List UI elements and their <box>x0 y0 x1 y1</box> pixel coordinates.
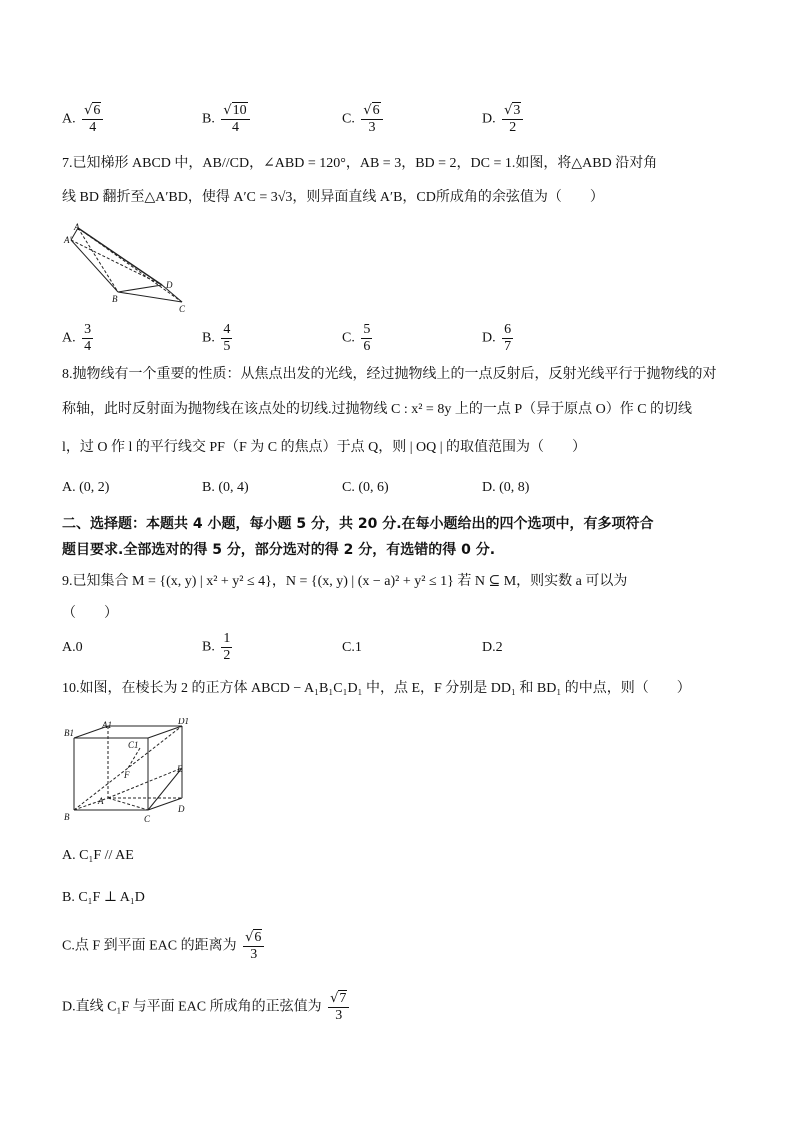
q7-figure <box>60 222 195 314</box>
q9-stem-line1: 9.已知集合 M = {(x, y) | x² + y² ≤ 4}，N = {(x, y) | (x − a)² + y² ≤ 1} 若 N ⊆ M，则实数 a 可以为 <box>62 574 628 589</box>
fraction <box>502 322 513 355</box>
fraction: $\frac{√10}{4}$ <box>221 103 249 136</box>
radicand: 10 <box>232 103 247 118</box>
fraction: $\frac{√6}{4}$ <box>82 103 103 136</box>
q10-option-d[interactable] <box>62 991 349 1024</box>
fraction <box>361 322 372 355</box>
denominator: 2 <box>509 120 517 135</box>
q8-stem-line3: l，过 O 作 l 的平行线交 PF（F 为 C 的焦点）于点 Q，则 | OQ | 的取值范围为（ ） <box>62 440 587 455</box>
section2-heading-line2: 题目要求.全部选对的得 5 分，部分选对的得 2 分，有选错的得 0 分. <box>62 542 496 558</box>
q10-label-b1: B1 <box>64 728 74 738</box>
q7-stem-line1: 7.已知梯形 ABCD 中，AB//CD，∠ABD = 120°，AB = 3，BD = 2，DC = 1.如图，将△ABD 沿对角 <box>62 156 658 171</box>
q10-label-c: C <box>144 814 151 824</box>
option-label: D. <box>482 111 496 127</box>
denominator: 4 <box>84 339 92 354</box>
q7-label-a: A <box>74 222 80 232</box>
numerator: 1 <box>223 631 231 646</box>
q10-cube-figure <box>60 718 195 826</box>
q10-label-d: D <box>178 804 185 814</box>
fraction: $\frac{√7}{3}$ <box>328 991 349 1024</box>
q9-option-d[interactable]: D.2 <box>482 640 503 655</box>
denominator: 6 <box>363 339 371 354</box>
q7-option-d[interactable] <box>482 322 513 355</box>
q8-option-c[interactable]: C. (0, 6) <box>342 480 389 495</box>
radicand: 6 <box>372 103 380 118</box>
option-text: C.点 F 到平面 EAC 的距离为 <box>62 938 237 954</box>
denominator: 2 <box>223 648 231 663</box>
numerator: 6 <box>504 322 512 337</box>
q7-option-a[interactable] <box>62 322 93 355</box>
option-label: A. <box>62 330 76 346</box>
fraction: $\frac{√6}{3}$ <box>243 930 264 963</box>
radicand: 3 <box>513 103 521 118</box>
q10-option-b[interactable]: B. C₁F ⊥ A₁D <box>62 890 145 905</box>
q7-label-c: C <box>179 304 186 314</box>
q10-label-b: B <box>64 812 70 822</box>
q8-stem-line1: 8.抛物线有一个重要的性质：从焦点出发的光线，经过抛物线上的一点反射后，反射光线平行于抛物线的对 <box>62 367 717 382</box>
section2-heading-line1: 二、选择题：本题共 4 小题，每小题 5 分，共 20 分.在每小题给出的四个选项中，有多项符合 <box>62 516 654 532</box>
q8-stem-line2: 称轴，此时反射面为抛物线在该点处的切线.过抛物线 C : x² = 8y 上的一点 P（异于原点 O）作 C 的切线 <box>62 402 693 417</box>
numerator: 3 <box>84 322 92 337</box>
option-label: D. <box>482 330 496 346</box>
option-text: D.直线 C₁F 与平面 EAC 所成角的正弦值为 <box>62 999 322 1015</box>
q6-option-d[interactable] <box>482 103 523 136</box>
fraction <box>221 631 232 664</box>
fraction <box>82 322 93 355</box>
option-label: B. <box>202 111 215 127</box>
q8-option-a[interactable]: A. (0, 2) <box>62 480 110 495</box>
radicand: 6 <box>93 103 101 118</box>
option-label: A. <box>62 111 76 127</box>
q10-option-a[interactable]: A. C₁F // AE <box>62 848 134 863</box>
denominator: 4 <box>89 120 97 135</box>
denominator: 5 <box>223 339 231 354</box>
q8-option-b[interactable]: B. (0, 4) <box>202 480 249 495</box>
q10-label-d1: D1 <box>178 718 189 726</box>
radicand: 6 <box>254 930 262 945</box>
q9-option-c[interactable]: C.1 <box>342 640 362 655</box>
q6-option-b[interactable] <box>202 103 250 136</box>
option-label: C. <box>342 330 355 346</box>
q10-label-a: A <box>98 796 104 806</box>
q7-label-d: D <box>166 280 173 290</box>
q8-option-d[interactable]: D. (0, 8) <box>482 480 530 495</box>
q7-stem-line2: 线 BD 翻折至△A′BD，使得 A′C = 3√3，则异面直线 A′B，CD所成角的余弦值为（ ） <box>62 190 604 205</box>
denominator: 3 <box>335 1008 343 1023</box>
option-label: B. <box>202 330 215 346</box>
q10-label-e: E <box>177 764 183 774</box>
denominator: 7 <box>504 339 512 354</box>
numerator: 4 <box>223 322 231 337</box>
option-label: B. <box>202 639 215 655</box>
q7-option-c[interactable] <box>342 322 372 355</box>
q7-label-a-prime: A' <box>64 235 72 245</box>
fraction: $\frac{√3}{2}$ <box>502 103 523 136</box>
q9-stem-line2: （ ） <box>62 606 118 621</box>
q6-option-c[interactable] <box>342 103 383 136</box>
option-label: C. <box>342 111 355 127</box>
q9-option-b[interactable] <box>202 631 232 664</box>
radicand: 7 <box>339 991 347 1006</box>
q6-option-a[interactable] <box>62 103 103 136</box>
fraction: $\frac{√6}{3}$ <box>361 103 382 136</box>
numerator: 5 <box>363 322 371 337</box>
q10-label-a1: A1 <box>102 720 112 730</box>
denominator: 3 <box>250 947 258 962</box>
denominator: 3 <box>368 120 376 135</box>
q9-option-a[interactable]: A.0 <box>62 640 83 655</box>
q10-option-c[interactable] <box>62 930 264 963</box>
q10-stem: 10.如图，在棱长为 2 的正方体 ABCD − A₁B₁C₁D₁ 中，点 E，F 分别是 DD₁ 和 BD₁ 的中点，则（ ） <box>62 681 691 696</box>
q10-label-c1: C1 <box>128 740 139 750</box>
q7-option-b[interactable] <box>202 322 232 355</box>
q7-label-b: B <box>112 294 118 304</box>
q10-label-f: F <box>124 770 130 780</box>
denominator: 4 <box>231 120 239 135</box>
fraction <box>221 322 232 355</box>
